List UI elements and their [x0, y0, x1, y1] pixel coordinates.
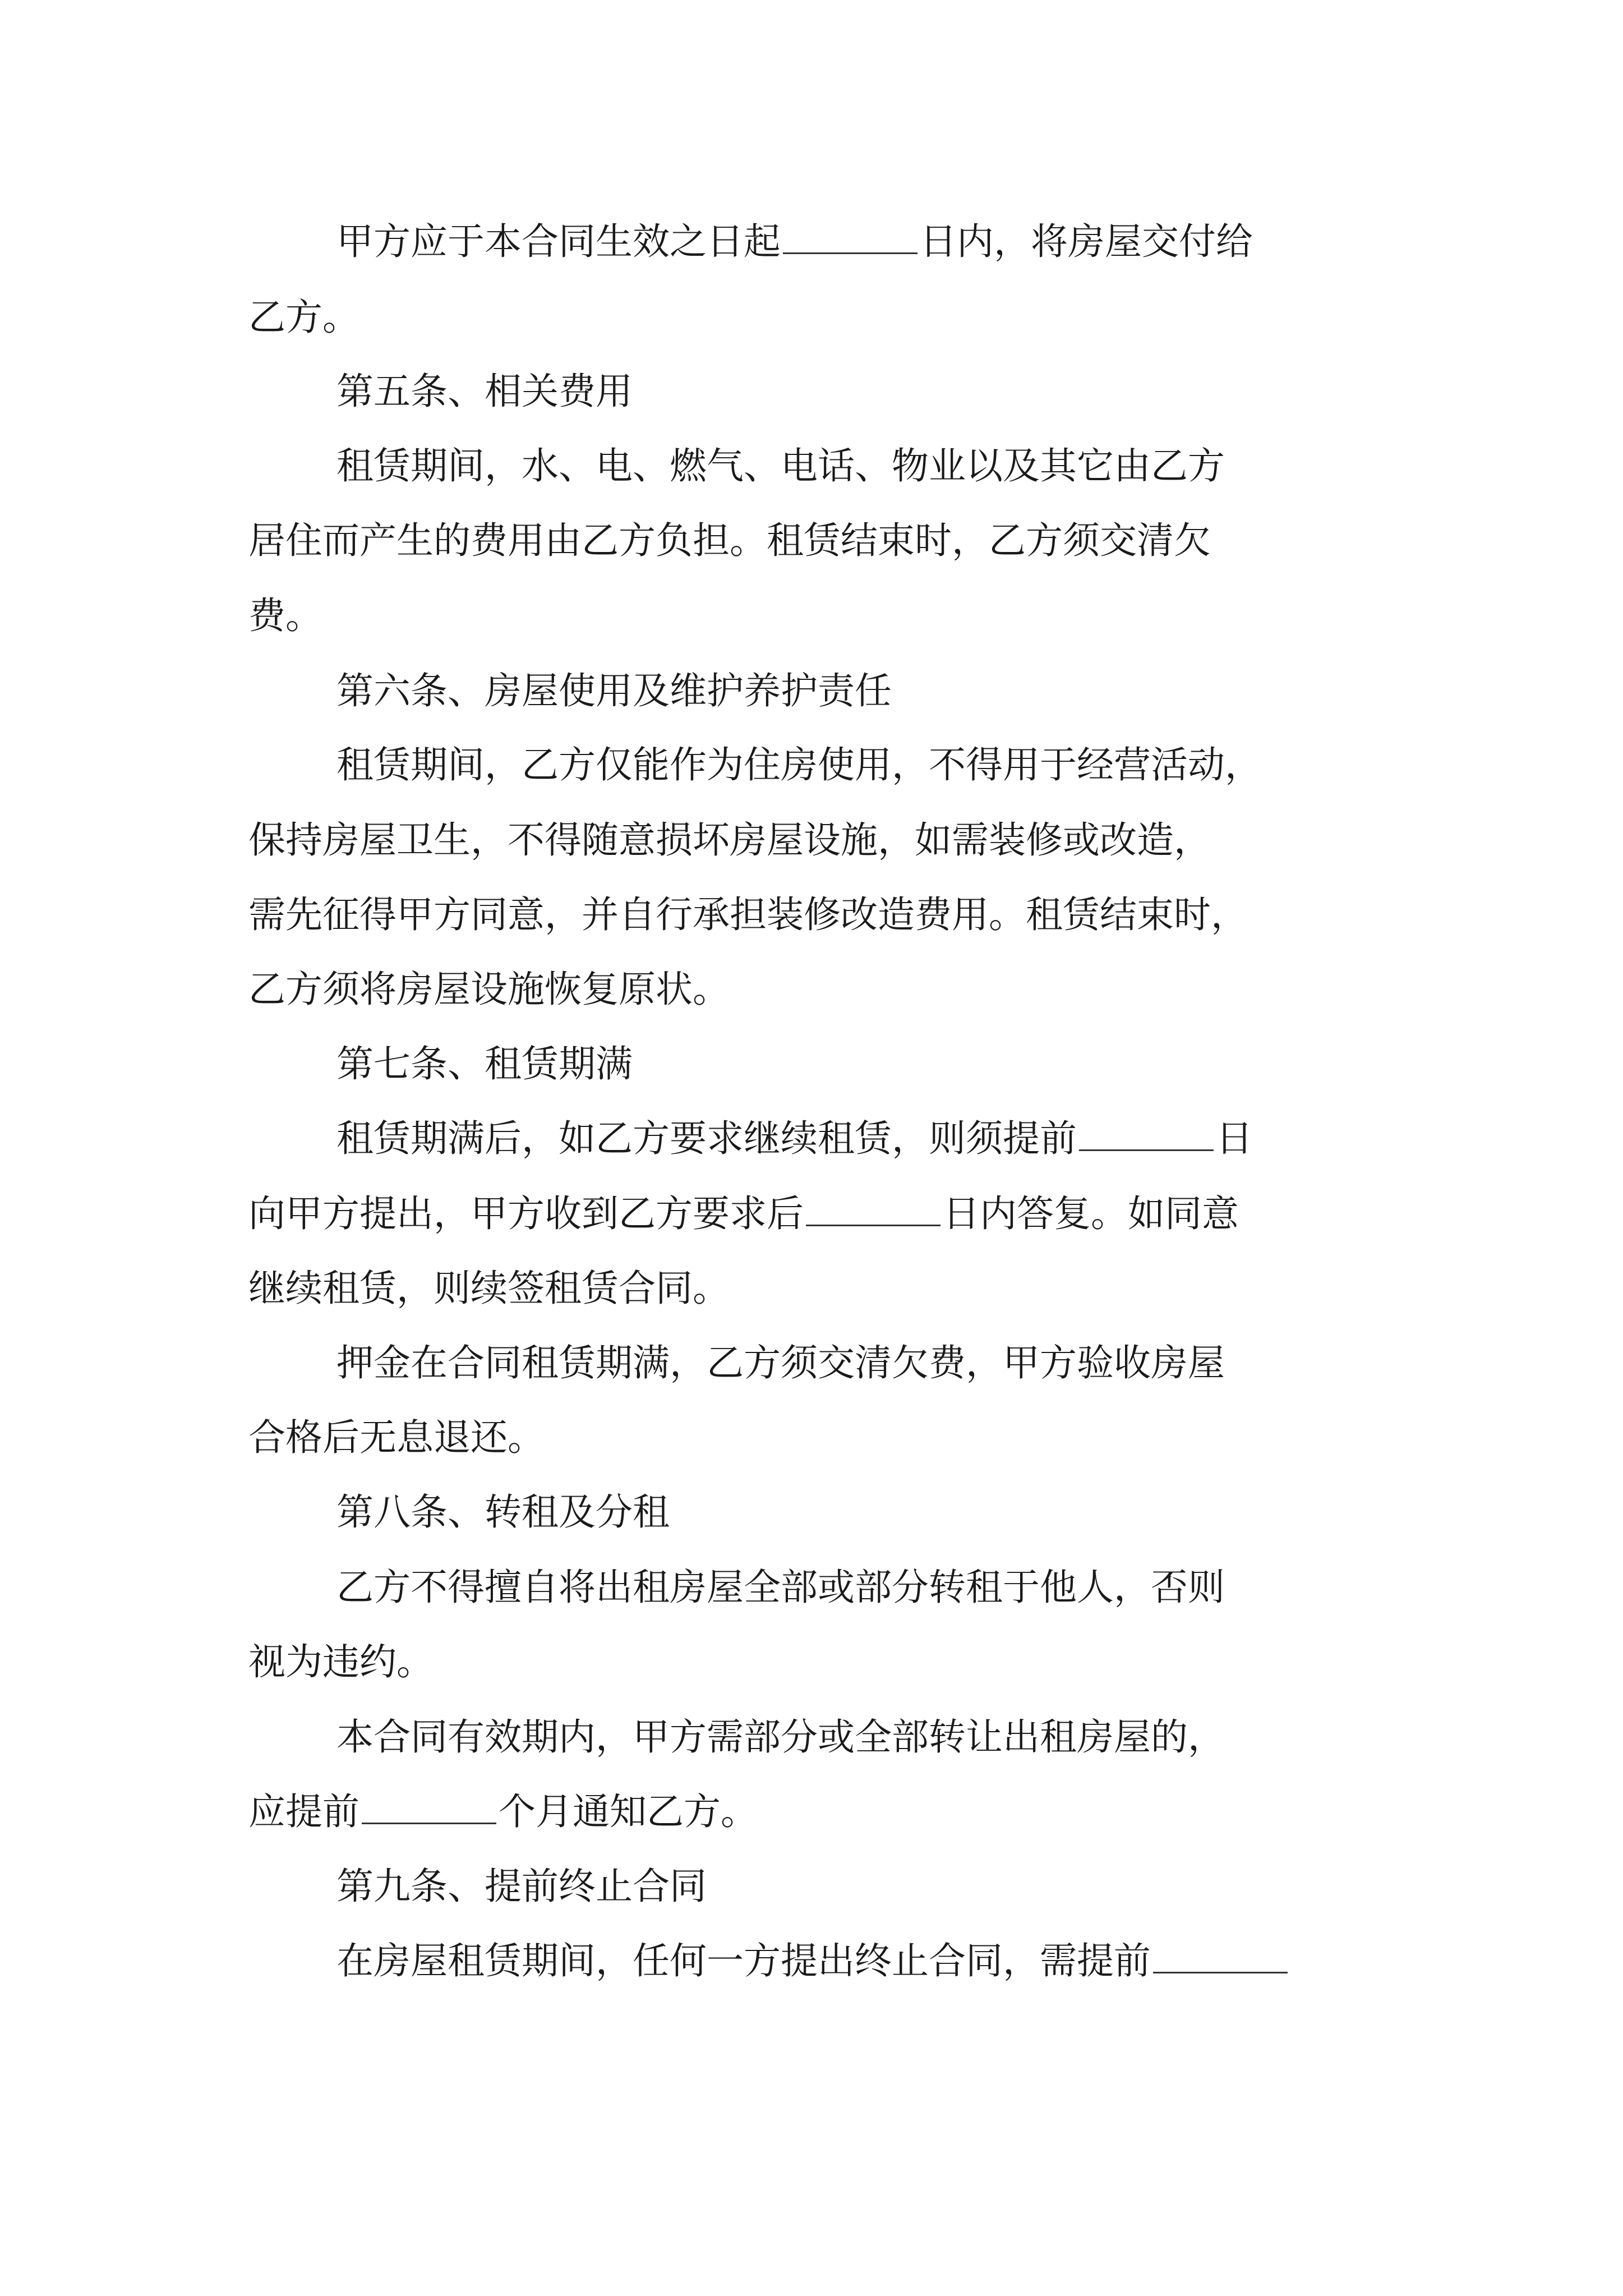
- line-text-after: 日内，将房屋交付给: [920, 220, 1253, 263]
- section-heading-5: [336, 366, 633, 417]
- heading-text: 第九条、提前终止合同: [336, 1865, 707, 1908]
- line-text: 需先征得甲方同意，并自行承担装修改造费用。租赁结束时，: [248, 893, 1248, 936]
- fill-in-blank[interactable]: [806, 1190, 940, 1226]
- fill-in-blank[interactable]: [1079, 1115, 1214, 1151]
- section-heading-7: [336, 1039, 633, 1089]
- line-text: 租赁期间，水、电、燃气、电话、物业以及其它由乙方: [336, 444, 1225, 487]
- section-heading-8: [336, 1487, 670, 1538]
- heading-text: 第五条、相关费用: [336, 370, 633, 413]
- line-text: 押金在合同租赁期满，乙方须交清欠费，甲方验收房屋: [336, 1341, 1225, 1384]
- para-line-21: [336, 1712, 1225, 1763]
- para-line-13: [336, 1114, 1253, 1164]
- line-text: 视为违约。: [248, 1640, 434, 1683]
- para-line-20: [248, 1637, 434, 1687]
- para-line-11: [248, 964, 730, 1015]
- para-line-16: [336, 1338, 1225, 1388]
- line-text: 租赁期间，乙方仅能作为住房使用，不得用于经营活动，: [336, 743, 1262, 786]
- para-line-17: [248, 1412, 545, 1463]
- line-text: 应提前: [248, 1790, 359, 1833]
- line-text: 居住而产生的费用由乙方负担。租赁结束时，乙方须交清欠: [248, 519, 1211, 562]
- line-text: 乙方。: [248, 296, 359, 339]
- para-line-14: [248, 1189, 1239, 1239]
- para-line-8: [336, 740, 1262, 790]
- line-text: 继续租赁，则续签租赁合同。: [248, 1267, 730, 1310]
- line-text: 乙方不得擅自将出租房屋全部或部分转租于他人，否则: [336, 1566, 1225, 1609]
- line-text-after: 日: [1216, 1117, 1253, 1160]
- line-text: 本合同有效期内，甲方需部分或全部转让出租房屋的，: [336, 1715, 1225, 1759]
- para-line-10: [248, 890, 1248, 940]
- para-line-1: [336, 217, 1253, 267]
- para-line-6: [248, 591, 322, 641]
- line-text: 在房屋租赁期间，任何一方提出终止合同，需提前: [336, 1939, 1151, 1982]
- line-text-after: 个月通知乙方。: [499, 1790, 758, 1833]
- line-text: 费。: [248, 594, 322, 637]
- para-line-15: [248, 1263, 730, 1314]
- para-line-9: [248, 815, 1211, 866]
- line-text: 合格后无息退还。: [248, 1416, 545, 1459]
- fill-in-blank[interactable]: [783, 218, 917, 254]
- section-heading-6: [336, 666, 892, 716]
- para-line-4: [336, 441, 1225, 491]
- line-text: 向甲方提出，甲方收到乙方要求后: [248, 1192, 804, 1235]
- line-text: 甲方应于本合同生效之日起: [336, 220, 781, 263]
- fill-in-blank[interactable]: [362, 1788, 496, 1824]
- line-text: 保持房屋卫生，不得随意损坏房屋设施，如需装修或改造，: [248, 818, 1211, 862]
- para-line-19: [336, 1562, 1225, 1613]
- heading-text: 第七条、租赁期满: [336, 1042, 633, 1085]
- heading-text: 第八条、转租及分租: [336, 1490, 670, 1534]
- line-text: 乙方须将房屋设施恢复原状。: [248, 968, 730, 1011]
- para-line-24: [336, 1936, 1290, 1986]
- para-line-22: [248, 1787, 758, 1837]
- para-line-2: [248, 292, 359, 343]
- line-text-after: 日内答复。如同意: [943, 1192, 1239, 1235]
- line-text: 租赁期满后，如乙方要求继续租赁，则须提前: [336, 1117, 1077, 1160]
- para-line-5: [248, 516, 1211, 566]
- section-heading-9: [336, 1861, 707, 1912]
- fill-in-blank[interactable]: [1153, 1937, 1288, 1973]
- heading-text: 第六条、房屋使用及维护养护责任: [336, 669, 892, 712]
